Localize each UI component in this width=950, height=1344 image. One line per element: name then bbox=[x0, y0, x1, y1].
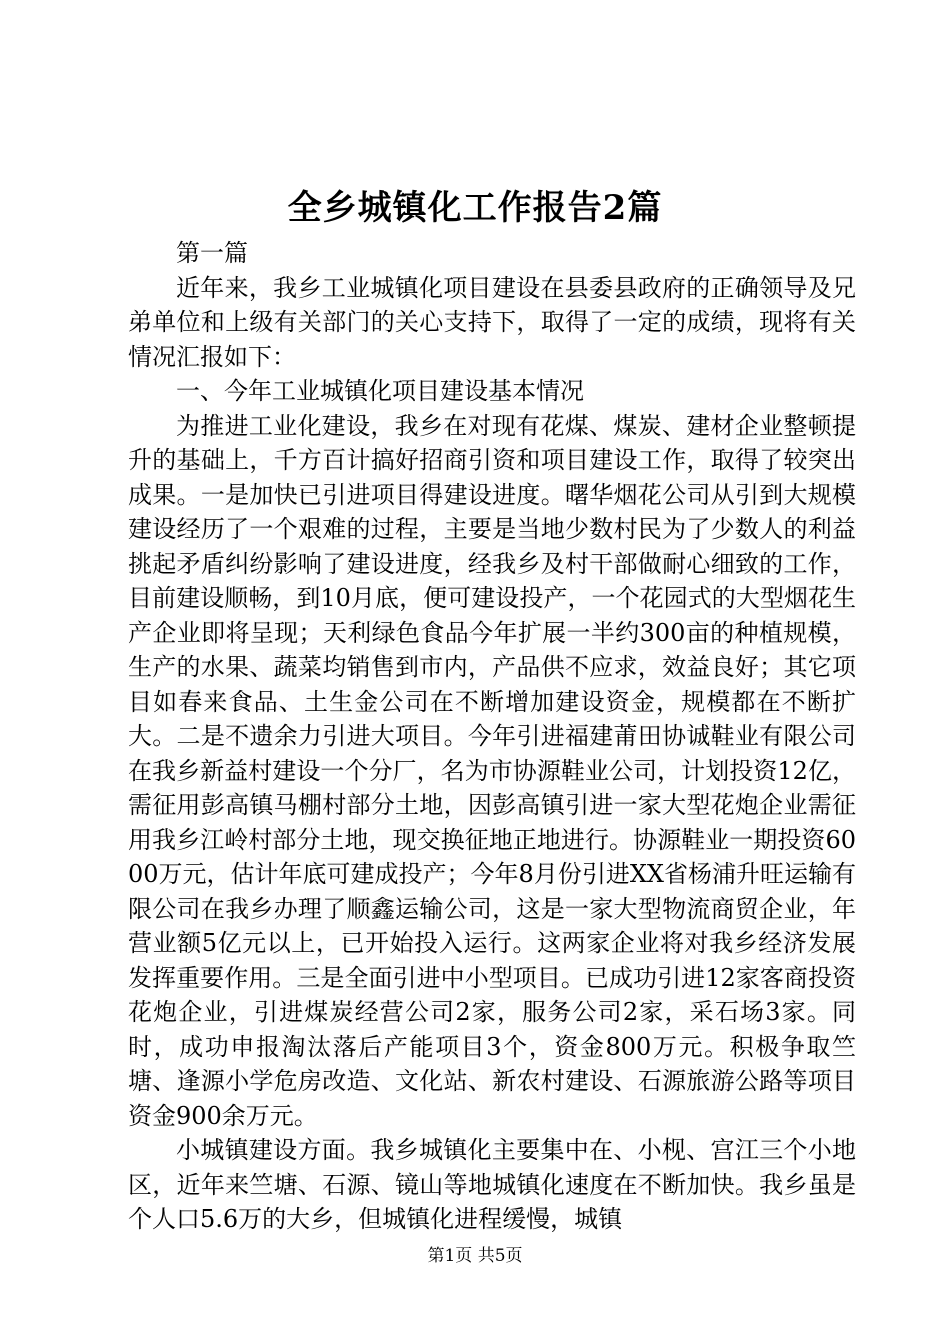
document-body bbox=[128, 236, 856, 1237]
paragraph: 近年来，我乡工业城镇化项目建设在县委县政府的正确领导及兄弟单位和上级有关部门的关心支持下，取得了一定的成绩，现将有关情况汇报如下： bbox=[128, 273, 856, 371]
subsection-heading: 一、今年工业城镇化项目建设基本情况 bbox=[176, 377, 584, 405]
document-title: 全乡城镇化工作报告2篇 bbox=[287, 188, 663, 228]
paragraph: 为推进工业化建设，我乡在对现有花煤、煤炭、建材企业整顿提升的基础上，千方百计搞好招商引资和项目建设工作，取得了较突出成果。一是加快已引进项目得建设进度。曙华烟花公司从引到大规模建设经历了一个艰难的过程，主要是当地少数村民为了少数人的利益挑起矛盾纠纷影响了建设进度，经我乡及村干部做耐心细致的工作，目前建设顺畅，到10月底，便可建设投产，一个花园式的大型烟花生产企业即将呈现；天利绿色食品今年扩展一半约300亩的种植规模，生产的水果、蔬菜均销售到市内，产品供不应求，效益良好；其它项目如春来食品、土生金公司在不断增加建设资金，规模都在不断扩大。二是不遗余力引进大项目。今年引进福建莆田协诚鞋业有限公司在我乡新益村建设一个分厂，名为市协源鞋业公司，计划投资12亿，需征用彭高镇马棚村部分土地，因彭高镇引进一家大型花炮企业需征用我乡江岭村部分土地，现交换征地正地进行。协源鞋业一期投资6000万元，估计年底可建成投产；今年8月份引进XX省杨浦升旺运输有限公司在我乡办理了顺鑫运输公司，这是一家大型物流商贸企业，年营业额5亿元以上，已开始投入运行。这两家企业将对我乡经济发展发挥重要作用。三是全面引进中小型项目。已成功引进12家客商投资花炮企业，引进煤炭经营公司2家，服务公司2家，采石场3家。同时，成功申报淘汰落后产能项目3个，资金800万元。积极争取竺塘、逢源小学危房改造、文化站、新农村建设、石源旅游公路等项目资金900余万元。 bbox=[128, 411, 856, 1130]
paragraph: 小城镇建设方面。我乡城镇化主要集中在、小枧、宫江三个小地区，近年来竺塘、石源、镜山等地城镇化速度在不断加快。我乡虽是个人口5.6万的大乡，但城镇化进程缓慢，城镇 bbox=[128, 1136, 856, 1233]
section-heading: 第一篇 bbox=[176, 239, 248, 267]
page-footer: 第1页 共5页 bbox=[427, 1246, 523, 1266]
